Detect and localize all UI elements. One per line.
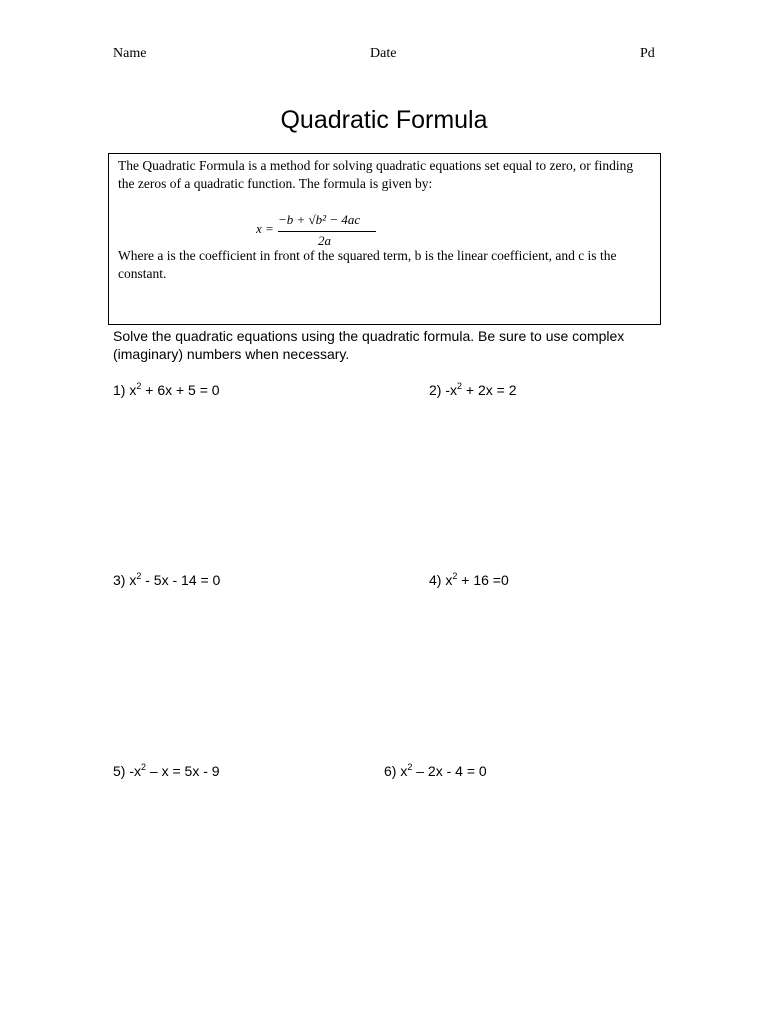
problem-number: 4) (429, 572, 442, 588)
problem-term: x (400, 763, 408, 779)
problem-rest: – 2x - 4 = 0 (412, 763, 487, 779)
problem-term: -x (445, 382, 458, 398)
exponent: 2 (407, 762, 413, 772)
problem-rest: – x = 5x - 9 (146, 763, 220, 779)
info-box (108, 153, 661, 325)
fraction-bar (278, 231, 376, 232)
problem-term: x (129, 382, 137, 398)
period-label: Pd (640, 46, 655, 61)
formula-lhs: x = (256, 221, 274, 236)
problem-3 (113, 571, 220, 588)
problem-rest: - 5x - 14 = 0 (141, 572, 221, 588)
problem-term: x (129, 572, 137, 588)
date-label: Date (370, 46, 397, 61)
problem-number: 3) (113, 572, 126, 588)
instructions: Solve the quadratic equations using the quadratic formula. Be sure to use complex (imaginary) numbers when necessary. (113, 328, 625, 362)
problem-number: 1) (113, 382, 126, 398)
formula-denominator: 2a (318, 233, 331, 248)
problem-term: x (445, 572, 453, 588)
problem-rest: + 2x = 2 (462, 382, 517, 398)
problem-4 (429, 571, 509, 588)
problem-rest: + 6x + 5 = 0 (141, 382, 220, 398)
problem-number: 2) (429, 382, 442, 398)
problem-rest: + 16 =0 (457, 572, 509, 588)
problem-number: 6) (384, 763, 397, 779)
formula-numerator: −b + √b² − 4ac (278, 212, 361, 227)
problem-6 (384, 762, 487, 779)
name-label: Name (113, 46, 147, 61)
exponent: 2 (136, 381, 142, 391)
problem-2 (429, 381, 517, 398)
intro-text: The Quadratic Formula is a method for solving quadratic equations set equal to zero, or finding the zeros of a quadratic function. The formula is given by: (118, 158, 634, 191)
problem-number: 5) (113, 763, 126, 779)
exponent: 2 (141, 762, 147, 772)
explanation-text: Where a is the coefficient in front of the squared term, b is the linear coefficient, and c is the constant. (118, 248, 617, 281)
quadratic-formula (256, 208, 396, 248)
page-title: Quadratic Formula (280, 106, 488, 134)
problem-term: -x (129, 763, 142, 779)
exponent: 2 (457, 381, 463, 391)
exponent: 2 (136, 571, 142, 581)
problem-1 (113, 381, 220, 398)
exponent: 2 (452, 571, 458, 581)
problem-5 (113, 762, 220, 779)
